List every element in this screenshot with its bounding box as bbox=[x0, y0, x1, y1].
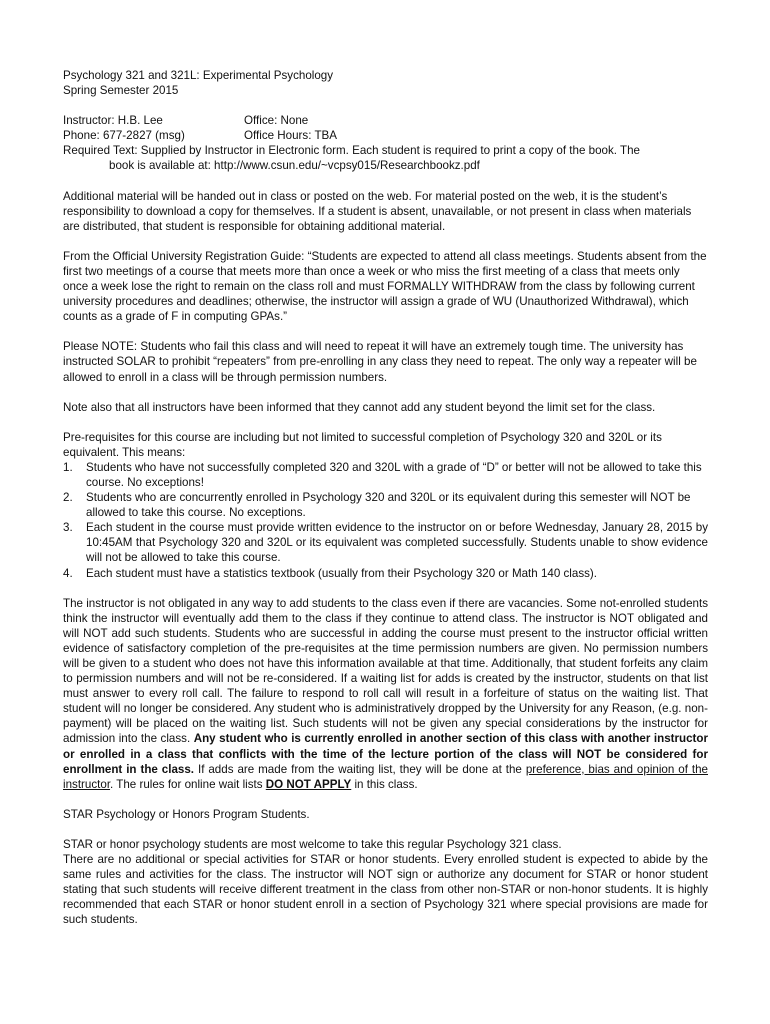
list-number: 3. bbox=[63, 521, 73, 535]
paragraph-limit-note: Note also that all instructors have been informed that they cannot add any student beyond the limit set for the class. bbox=[63, 400, 656, 414]
obligation-text: in this class. bbox=[351, 777, 418, 791]
list-item-text: Students who are concurrently enrolled in Psychology 320 and 320L or its equivalent during this semester will NOT be allowed to take this course. No exceptions. bbox=[86, 491, 691, 520]
paragraph-additional-material: Additional material will be handed out in class or posted on the web. For material posted on the web, it is the student’s responsibility to download a copy for themselves. If a student is absent, unavailable, or not present in class when materials are distributed, that student is responsible for obtaining additional material. bbox=[63, 189, 692, 233]
instructor-name: Instructor: H.B. Lee bbox=[63, 114, 163, 128]
prerequisites-list bbox=[63, 460, 708, 581]
obligation-text: If adds are made from the waiting list, they will be done at the bbox=[194, 762, 526, 776]
obligation-text: . The rules for online wait lists bbox=[110, 777, 266, 791]
paragraph-repeaters-note: Please NOTE: Students who fail this class and will need to repeat it will have an extremely tough time. The university has instructed SOLAR to prohibit “repeaters” from pre-enrolling in any class they need to repeat. The only way a repeater will be allowed to enroll in a class will be through permission numbers. bbox=[63, 340, 697, 384]
star-body: There are no additional or special activities for STAR or honor students. Every enrolled student is expected to abide by the same rules and activities for the class. The instructor will NOT sign or authorize any document for STAR or honor student stating that such students will receive different treatment in the class from other non-STAR or non-honor students. It is highly recommended that each STAR or honor student enroll in a section of Psychology 321 where special provisions are made for such students. bbox=[63, 853, 708, 927]
office: Office: None bbox=[244, 114, 309, 128]
instructor-row bbox=[63, 113, 708, 128]
phone: Phone: 677-2827 (msg) bbox=[63, 129, 185, 143]
list-number: 1. bbox=[63, 460, 73, 474]
office-hours: Office Hours: TBA bbox=[244, 129, 337, 143]
list-number: 4. bbox=[63, 566, 73, 580]
list-item bbox=[63, 566, 708, 581]
list-item bbox=[63, 520, 708, 565]
enrollment-conflict-rule: Any student who is currently enrolled in another section of this class with another instructor or enrolled in a class that conflicts with the time of the lecture portion of the class will NOT be considered for enrollment in the class. bbox=[63, 732, 708, 776]
semester: Spring Semester 2015 bbox=[63, 84, 179, 98]
required-text: Required Text: Supplied by Instructor in Electronic form. Each student is required to print a copy of the book. The bbox=[63, 144, 640, 158]
paragraph-prerequisites: Pre-requisites for this course are including but not limited to successful completion of Psychology 320 and 320L or its equivalent. This means: bbox=[63, 430, 662, 459]
star-welcome: STAR or honor psychology students are most welcome to take this regular Psychology 321 class. bbox=[63, 837, 562, 851]
course-title: Psychology 321 and 321L: Experimental Psychology bbox=[63, 69, 334, 82]
list-item-text: Each student must have a statistics textbook (usually from their Psychology 320 or Math 140 class). bbox=[86, 566, 598, 580]
star-heading: STAR Psychology or Honors Program Students. bbox=[63, 807, 310, 821]
obligation-text: The instructor is not obligated in any way to add students to the class even if there are vacancies. Some not-enrolled students think the instructor will eventually add them to the class if they continue to attend class. The instructor is NOT obligated and will NOT add such students. Students who are successful in adding the course must present to the instructor official written evidence of satisfactory completion of the pre-requisites at the time permission numbers are given. No permission numbers will be given to a student who does not have this information available at that time. Additionally, that student forfeits any claim to permission numbers and will not be re-considered. If a waiting list for adds is created by the instructor, students on that list must answer to every roll call. The failure to respond to roll call will result in a forfeiture of status on the waiting list. That student will no longer be considered. Any student who is administratively dropped by the University for any Reason, (e.g. non-payment) will be placed on the waiting list. Such students will not be given any special considerations by the instructor for admission into the class. bbox=[63, 596, 708, 746]
preference-underlined: preference, bias and opinion of the instructor bbox=[63, 762, 708, 791]
list-item-text: Each student in the course must provide written evidence to the instructor on or before Wednesday, January 28, 2015 by 10:45AM that Psychology 320 and 320L or its equivalent was completed successfully. Students unable to show evidence will not be allowed to take this course. bbox=[86, 521, 708, 565]
list-item-text: Students who have not successfully completed 320 and 320L with a grade of “D” or better will not be allowed to take this course. No exceptions! bbox=[86, 460, 702, 489]
paragraph-instructor-obligation bbox=[63, 596, 708, 792]
paragraph-registration-guide: From the Official University Registration Guide: “Students are expected to attend all class meetings. Students absent from the first two meetings of a course that meets more than once a week or who miss the first meeting of a class that meets only once a week lose the right to remain on the class roll and must FORMALLY WITHDRAW from the class by following current university procedures and deadlines; otherwise, the instructor will assign a grade of WU (Unauthorized Withdrawal), which counts as a grade of F in computing GPAs.” bbox=[63, 249, 707, 324]
do-not-apply-emphasis: DO NOT APPLY bbox=[265, 777, 352, 791]
phone-row bbox=[63, 128, 708, 143]
list-item bbox=[63, 460, 708, 490]
required-text-url: book is available at: http://www.csun.edu/~vcpsy015/Researchbookz.pdf bbox=[109, 159, 480, 173]
list-number: 2. bbox=[63, 491, 73, 505]
list-item bbox=[63, 490, 708, 520]
